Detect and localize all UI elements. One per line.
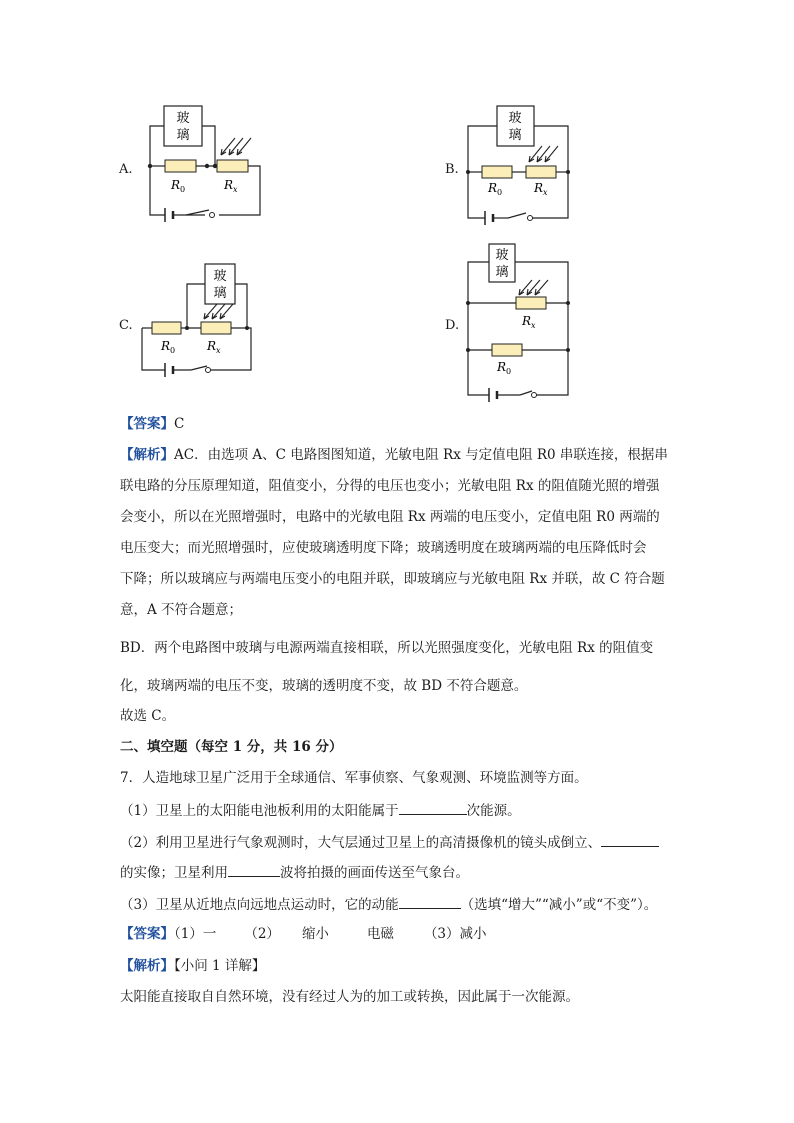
svg-text:玻: 玻 — [495, 248, 509, 263]
option-b-label: B. — [445, 162, 459, 177]
glass-label: 玻 — [176, 111, 190, 126]
svg-text:Rx: $R_x$ — [207, 339, 221, 355]
analysis-line-1: 【解析】AC．由选项 A、C 电路图图知道，光敏电阻 Rx 与定值电阻 R0 串联连接，根据串 — [120, 447, 668, 463]
svg-text:Rx: $R_x$ — [534, 181, 548, 197]
analysis-line-8: 化，玻璃两端的电压不变，玻璃的透明度不变，故 BD 不符合题意。 — [120, 678, 528, 694]
blank-1 — [399, 800, 467, 815]
svg-text:R0: $R_0$ — [171, 178, 186, 194]
svg-text:璃: 璃 — [495, 265, 509, 280]
answer-line: 【答案】C — [120, 416, 185, 432]
r0-resistor — [165, 160, 196, 172]
analysis-line-9: 故选 C。 — [120, 708, 176, 724]
svg-text:璃: 璃 — [176, 128, 190, 143]
analysis-line-4: 电压变大；而光照增强时，应使玻璃透明度下降；玻璃透明度在玻璃两端的电压降低时会 — [120, 540, 647, 556]
svg-text:Rx: $R_x$ — [522, 314, 536, 330]
q7-part2b: 的实像；卫星利用 波将拍摄的画面传送至气象台。 — [120, 862, 469, 883]
option-a-label: A. — [119, 162, 133, 177]
svg-text:R0: $R_0$ — [488, 181, 503, 197]
q7-part2: （2）利用卫星进行气象观测时，大气层通过卫星上的高清摄像机的镜头成倒立、 — [120, 832, 659, 853]
q7-part1: （1）卫星上的太阳能电池板利用的太阳能属于 次能源。 — [120, 800, 521, 821]
blank-4 — [399, 894, 461, 909]
q7-analysis-text: 太阳能直接取自自然环境，没有经过人为的加工或转换，因此属于一次能源。 — [120, 989, 579, 1005]
q7-part3: （3）卫星从近地点向远地点运动时，它的动能 （选填“增大”“减小”或“不变”）。 — [120, 894, 657, 915]
svg-text:R0: $R_0$ — [161, 339, 176, 355]
analysis-line-7: BD．两个电路图中玻璃与电源两端直接相联，所以光照强度变化，光敏电阻 Rx 的阻值变 — [120, 640, 654, 656]
svg-text:Rx: $R_x$ — [224, 178, 238, 194]
svg-text:R0: $R_0$ — [497, 360, 512, 376]
svg-text:玻: 玻 — [213, 269, 227, 284]
q7-answer: 【答案】（1）一 （2） 缩小 电磁 （3）减小 — [120, 926, 487, 942]
svg-text:玻: 玻 — [508, 111, 522, 126]
circuit-c — [135, 258, 265, 388]
option-c-label: C. — [119, 318, 133, 333]
q7-stem: 7．人造地球卫星广泛用于全球通信、军事侦察、气象观测、环境监测等方面。 — [120, 770, 588, 786]
svg-text:璃: 璃 — [213, 286, 227, 301]
analysis-line-2: 联电路的分压原理知道，阻值变小，分得的电压也变小；光敏电阻 Rx 的阻值随光照的增强 — [120, 478, 660, 494]
blank-3 — [228, 862, 280, 877]
analysis-line-6: 意，A 不符合题意； — [120, 602, 243, 618]
analysis-line-3: 会变小，所以在光照增强时，电路中的光敏电阻 Rx 两端的电压变小，定值电阻 R0 两端的 — [120, 509, 660, 525]
rx-resistor — [217, 160, 248, 172]
section-title: 二、填空题（每空 1 分，共 16 分） — [120, 739, 343, 755]
circuit-a — [135, 100, 275, 235]
circuit-d — [460, 240, 590, 410]
option-d-label: D. — [445, 318, 460, 333]
analysis-line-5: 下降；所以玻璃应与两端电压变小的电阻并联，即玻璃应与光敏电阻 Rx 并联，故 C 符合题 — [120, 571, 665, 587]
q7-analysis-head: 【解析】【小问 1 详解】 — [120, 958, 266, 974]
blank-2 — [601, 832, 659, 847]
svg-text:璃: 璃 — [508, 128, 522, 143]
circuit-b — [460, 100, 590, 235]
